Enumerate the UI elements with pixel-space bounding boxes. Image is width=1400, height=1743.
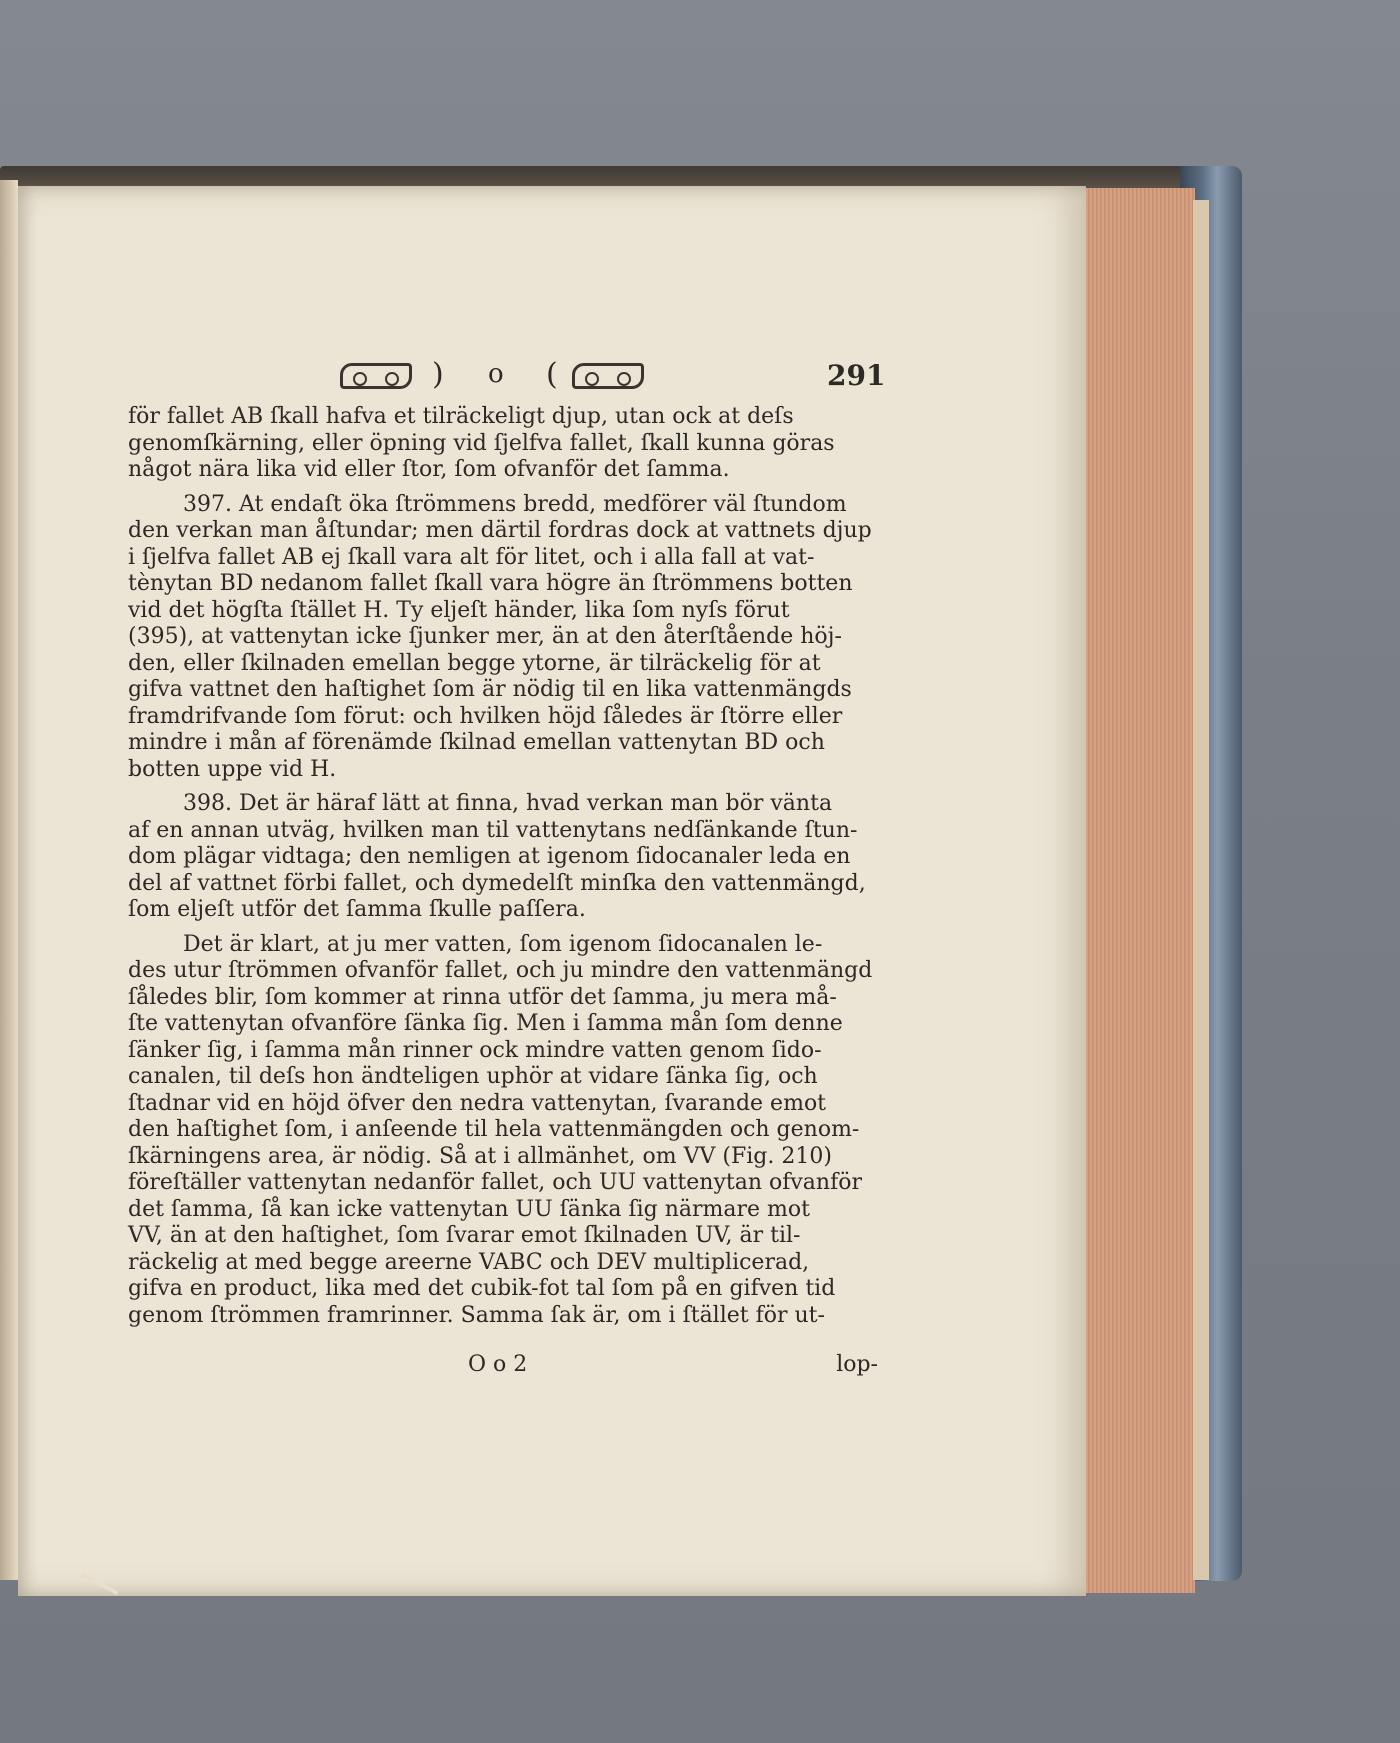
text-line: gifva en product, lika med det cubik-fot tal ſom på en gifven tid	[128, 1276, 836, 1301]
text-line: Det är klart, at ju mer vatten, ſom igenom ſidocanalen le-	[183, 931, 823, 957]
text-line: dom plägar vidtaga; den nemligen at igenom ſidocanaler leda en	[128, 844, 851, 869]
text-line: i ſjelfva fallet AB ej ſkall vara alt för litet, och i alla fall at vat-	[128, 544, 815, 570]
text-line: VV, än at den haſtighet, ſom ſvarar emot ſkilnaden UV, är til-	[128, 1223, 801, 1248]
text-line: för fallet AB ſkall hafva et tilräckeligt djup, utan ock at deſs	[128, 404, 794, 429]
text-line: ſte vattenytan ofvanföre ſänka ſig. Men i ſamma mån ſom denne	[128, 1011, 843, 1036]
text-line: ſkärningens area, är nödig. Så at i allmänhet, om VV (Fig. 210)	[128, 1143, 832, 1169]
text-line: den verkan man åſtundar; men därtil fordras dock at vattnets djup	[128, 518, 872, 543]
paragraph-gap	[128, 783, 878, 791]
text-line: något nära lika vid eller ſtor, ſom ofvanför det ſamma.	[128, 457, 730, 482]
text-line: des utur ſtrömmen ofvanför fallet, och ju mindre den vattenmängd	[128, 958, 873, 983]
text-line: den haſtighet ſom, i anſeende til hela vattenmängden och genom-	[128, 1117, 860, 1142]
ornament-right-icon	[572, 363, 644, 389]
text-line: räckelig at med begge areerne VABC och DEV multiplicerad,	[128, 1249, 810, 1275]
page-edges	[1083, 188, 1195, 1593]
text-line: 397. At endaſt öka ſtrömmens bredd, medförer väl ſtundom	[183, 491, 847, 517]
book-top-edge	[0, 166, 1238, 188]
text-line: af en annan utväg, hvilken man til vattenytans nedſänkande ſtun-	[128, 817, 858, 843]
text-line: genomſkärning, eller öpning vid ſjelfva fallet, ſkall kunna göras	[128, 430, 835, 456]
ornament-left-icon	[340, 363, 412, 389]
text-line: mindre i mån af förenämde ſkilnad emellan vattenytan BD och	[128, 730, 825, 755]
header-right-paren: (	[546, 357, 558, 392]
text-line: framdrifvande ſom förut: och hvilken höjd ſåledes är ſtörre eller	[128, 703, 843, 729]
header-center-mark: o	[488, 359, 504, 389]
text-line: genom ſtrömmen framrinner. Samma ſak är, om i ſtället för ut-	[128, 1302, 825, 1328]
text-line: den, eller ſkilnaden emellan begge ytorne, är tilräckelig för at	[128, 650, 821, 676]
paragraph	[128, 404, 878, 484]
page-header	[340, 355, 886, 399]
text-line: ſom eljeſt utför det ſamma ſkulle paſſera.	[128, 897, 586, 922]
paragraph-gap	[128, 484, 878, 492]
body-text	[128, 404, 878, 1329]
page-edges-inner	[1193, 200, 1209, 1580]
text-line: gifva vattnet den haſtighet ſom är nödig til en lika vattenmängds	[128, 677, 852, 702]
paragraph	[128, 492, 878, 784]
text-line: 398. Det är häraf lätt at finna, hvad verkan man bör vänta	[183, 791, 833, 816]
text-line: ſåledes blir, ſom kommer at rinna utför det ſamma, ju mera må-	[128, 984, 837, 1010]
facing-page-edge	[0, 180, 18, 1580]
text-line: tènytan BD nedanom fallet ſkall vara högre än ſtrömmens botten	[128, 571, 853, 596]
paragraph-gap	[128, 924, 878, 932]
text-line: canalen, til deſs hon ändteligen uphör at vidare ſänka ſig, och	[128, 1064, 818, 1089]
paragraph	[128, 791, 878, 924]
page-footer	[128, 1352, 878, 1382]
page-number: 291	[827, 359, 886, 392]
text-line: (395), at vattenytan icke ſjunker mer, än at den återſtående höj-	[128, 624, 842, 649]
text-line: ſänker ſig, i ſamma mån rinner ock mindre vatten genom ſido-	[128, 1037, 822, 1063]
catchword: lop-	[836, 1352, 878, 1377]
text-line: ſtadnar vid en höjd öfver den nedra vattenytan, ſvarande emot	[128, 1090, 827, 1116]
text-line: vid det högſta ſtället H. Ty eljeſt händer, lika ſom nyſs förut	[128, 597, 790, 623]
paragraph	[128, 932, 878, 1330]
text-line: del af vattnet förbi fallet, och dymedelſt minſka den vattenmängd,	[128, 870, 866, 896]
text-line: botten uppe vid H.	[128, 756, 337, 782]
text-line: föreſtäller vattenytan nedanför fallet, och UU vattenytan ofvanför	[128, 1170, 862, 1195]
text-line: det ſamma, ſå kan icke vattenytan UU ſänka ſig närmare mot	[128, 1196, 810, 1222]
header-left-paren: )	[432, 357, 444, 392]
signature-mark: O o 2	[468, 1352, 528, 1377]
